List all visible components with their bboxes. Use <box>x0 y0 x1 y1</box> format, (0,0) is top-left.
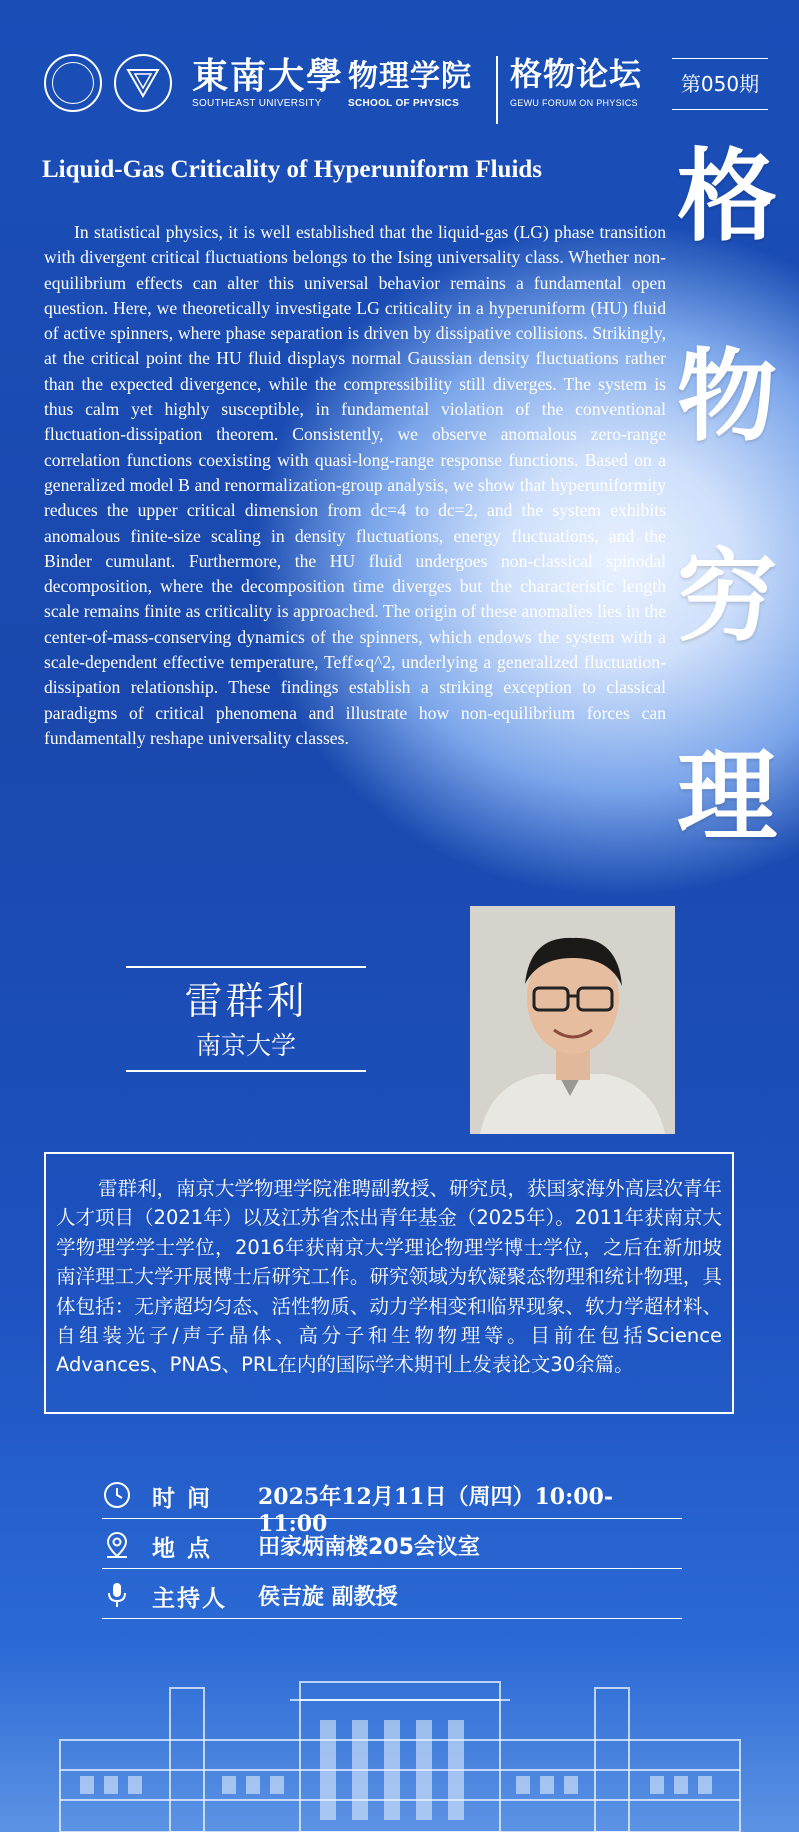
talk-abstract: In statistical physics, it is well established that the liquid-gas (LG) phase transition with divergent critical fluctuations belongs to the Ising universality class. Whether non-equilibrium effects can alter this universal behavior remains a fundamental open question. Here, we theoretically investigate LG criticality in a hyperuniform (HU) fluid of active spinners, where phase separation is driven by dissipative collisions. Strikingly, at the critical point the HU fluid displays normal Gaussian density fluctuations rather than the expected divergence, while the compressibility still diverges. The system is thus calm yet highly susceptible, in fundamental violation of the conventional fluctuation-dissipation theorem. Consistently, we observe anomalous zero-range correlation functions coexisting with quasi-long-range response functions. Based on a generalized model B and renormalization-group analysis, we show that hyperuniformity reduces the upper critical dimension from dc=4 to dc=2, and the system exhibits anomalous finite-size scaling in density fluctuations, energy fluctuations, and the Binder cumulant. Furthermore, the HU fluid undergoes non-classical spinodal decomposition, where the decomposition time diverges but the characteristic length scale remains finite as criticality is approached. The origin of these anomalies lies in the center-of-mass-conserving dynamics of the spinners, which endows the system with a scale-dependent effective temperature, Teff∝q^2, underlying a generalized fluctuation-dissipation relationship. These findings establish a striking exception to classical paradigms of critical phenomena and illustrate how non-equilibrium forces can fundamentally reshape universality classes. <box>44 222 666 748</box>
info-location-value: 田家炳南楼205会议室 <box>258 1535 480 1560</box>
university-name <box>192 55 345 109</box>
info-time-value: 2025年12月11日（周四）10:00-11:00 <box>258 1484 613 1537</box>
info-time-label: 时 间 <box>152 1486 213 1512</box>
forum-name <box>510 55 643 108</box>
info-time-row <box>102 1474 682 1537</box>
forum-name-en: GEWU FORUM ON PHYSICS <box>510 98 638 108</box>
motto-char-2: 物 <box>677 337 777 455</box>
speaker-portrait <box>470 906 675 1134</box>
location-pin-icon <box>102 1530 132 1560</box>
info-host-value: 侯吉旋 副教授 <box>258 1585 398 1610</box>
school-emblem-icon <box>114 54 172 112</box>
speaker-bottom-rule <box>126 1070 366 1072</box>
motto-char-1: 格 <box>677 137 777 255</box>
university-seal-icon <box>44 54 102 112</box>
speaker-bio-box <box>44 1152 734 1414</box>
university-name-cn: 東南大學 <box>192 55 345 97</box>
issue-number: 第050期 <box>672 58 768 110</box>
school-name-cn: 物理学院 <box>348 59 472 94</box>
auditorium-building-illustration <box>0 1660 799 1832</box>
clock-icon <box>102 1480 132 1510</box>
speaker-top-rule <box>126 966 366 968</box>
info-location-row <box>102 1524 682 1569</box>
talk-title: Liquid-Gas Criticality of Hyperuniform Fluids <box>42 156 543 183</box>
header-divider <box>496 56 498 124</box>
speaker-name: 雷群利 <box>184 979 308 1023</box>
school-name-en: SCHOOL OF PHYSICS <box>348 98 460 109</box>
info-host-row <box>102 1574 682 1619</box>
motto-char-4: 理 <box>677 737 777 855</box>
school-name <box>348 59 472 109</box>
speaker-affiliation: 南京大学 <box>195 1031 296 1060</box>
microphone-icon <box>102 1580 132 1610</box>
speaker-bio: 雷群利，南京大学物理学院准聘副教授、研究员，获国家海外高层次青年人才项目（2021年）以及江苏省杰出青年基金（2025年）。2011年获南京大学物理学学士学位，2016年获南京大学理论物理学博士学位，之后在新加坡南洋理工大学开展博士后研究工作。研究领域为软凝聚态物理和统计物理，具体包括：无序超均匀态、活性物质、动力学相变和临界现象、软力学超材料、自组装光子/声子晶体、高分子和生物物理等。目前在包括Science Advances、PNAS、PRL在内的国际学术期刊上发表论文30余篇。 <box>56 1177 723 1377</box>
info-host-label: 主持人 <box>152 1586 227 1612</box>
info-location-label: 地 点 <box>152 1536 213 1562</box>
motto-char-3: 穷 <box>677 537 777 655</box>
forum-name-cn: 格物论坛 <box>510 55 643 93</box>
university-name-en: SOUTHEAST UNIVERSITY <box>192 98 322 109</box>
